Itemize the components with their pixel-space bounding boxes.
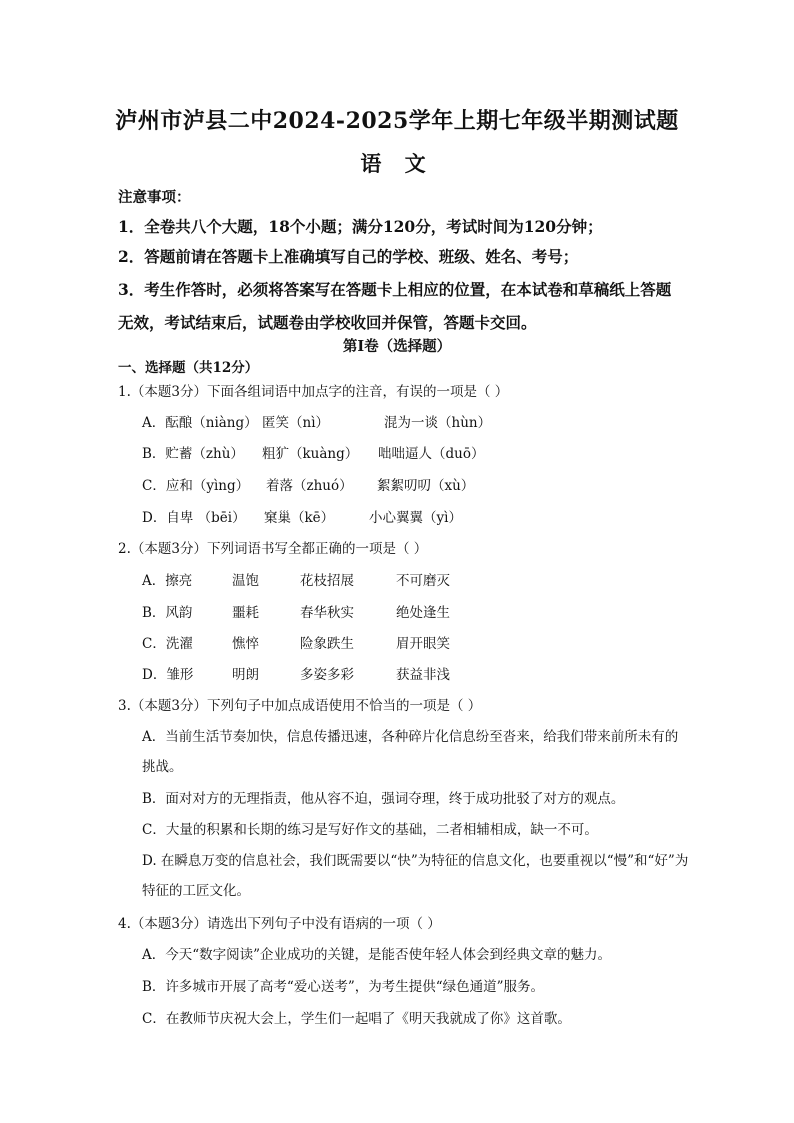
q2-option-d-word-3: 多姿多彩 (300, 667, 354, 683)
part-title: 第Ⅰ卷（选择题） (342, 338, 452, 355)
q2-option-b-word-1: B．风韵 (142, 605, 193, 621)
q1-option-d-word-1: D．自卑 （bēi） (142, 510, 246, 526)
notice-item-1: 1．全卷共八个大题，18个小题；满分120分，考试时间为120分钟； (118, 217, 603, 236)
q2-option-d-word-2: 明朗 (232, 667, 259, 683)
notice-heading: 注意事项： (118, 189, 191, 206)
q1-option-b-word-3: 咄咄逼人（duō） (378, 446, 485, 462)
q1-option-c-word-3: 絮絮叨叨（xù） (377, 478, 475, 494)
question-1-stem: 1.（本题3分）下面各组词语中加点字的注音，有误的一项是（ ） (118, 384, 509, 400)
q2-option-a-word-3: 花枝招展 (300, 573, 354, 589)
q1-option-a-word-3: 混为一谈（hùn） (384, 415, 492, 431)
q2-option-d-word-4: 获益非浅 (396, 667, 450, 683)
q2-option-d-word-1: D．雏形 (142, 667, 194, 683)
q3-option-b: B．面对对方的无理指责，他从容不迫，强词夺理，终于成功批驳了对方的观点。 (142, 791, 625, 807)
exam-title: 泸州市泸县二中2024-2025学年上期七年级半期测试题 (115, 108, 679, 134)
q3-option-a: A．当前生活节奏加快，信息传播迅速，各种碎片化信息纷至沓来，给我们带来前所未有的挑战。 (142, 729, 679, 775)
question-3-stem: 3.（本题3分）下列句子中加点成语使用不恰当的一项是（ ） (118, 698, 482, 714)
q2-option-a-word-1: A．擦亮 (142, 573, 193, 589)
question-2-stem: 2.（本题3分）下列词语书写全都正确的一项是（ ） (118, 541, 428, 557)
q2-option-c-word-4: 眉开眼笑 (396, 636, 450, 652)
q1-option-d-word-3: 小心翼翼（yì） (369, 510, 462, 526)
q1-option-c-word-2: 着落（zhuó） (266, 478, 353, 494)
q4-option-b: B．许多城市开展了高考“爱心送考”，为考生提供“绿色通道”服务。 (142, 979, 545, 995)
q2-option-c-word-2: 憔悴 (232, 636, 259, 652)
subject-title: 语 文 (360, 151, 434, 176)
question-4-stem: 4.（本题3分）请选出下列句子中没有语病的一项（ ） (118, 916, 441, 932)
q2-option-b-word-3: 春华秋实 (300, 605, 354, 621)
q1-option-c-word-1: C．应和（yìng） (142, 478, 250, 494)
q1-option-b-word-1: B．贮蓄（zhù） (142, 446, 244, 462)
q2-option-b-word-4: 绝处逢生 (396, 605, 450, 621)
q2-option-c-word-1: C．洗濯 (142, 636, 193, 652)
q1-option-a-word-2: 匿笑（nì） (262, 415, 330, 431)
notice-item-2: 2．答题前请在答题卡上准确填写自己的学校、班级、姓名、考号； (118, 247, 579, 266)
q2-option-a-word-2: 温饱 (232, 573, 259, 589)
q3-option-c: C．大量的积累和长期的练习是写好作文的基础，二者相辅相成，缺一不可。 (142, 822, 598, 838)
q1-option-d-word-2: 窠巢（kē） (264, 510, 335, 526)
q2-option-b-word-2: 噩耗 (232, 605, 259, 621)
q4-option-a: A．今天“数字阅读”企业成功的关键，是能否使年轻人体会到经典文章的魅力。 (142, 947, 612, 963)
q1-option-a-word-1: A．酝酿（niàng） (142, 415, 258, 431)
q1-option-b-word-2: 粗犷（kuàng） (262, 446, 359, 462)
notice-item-3: 3．考生作答时，必须将答案写在答题卡上相应的位置，在本试卷和草稿纸上答题无效，考试结束后，试题卷由学校收回并保管，答题卡交回。 (118, 280, 672, 332)
section-title: 一、选择题（共12分） (118, 360, 259, 376)
q2-option-a-word-4: 不可磨灭 (396, 573, 450, 589)
q4-option-c: C．在教师节庆祝大会上，学生们一起唱了《明天我就成了你》这首歌。 (142, 1011, 571, 1027)
q3-option-d: D. 在瞬息万变的信息社会，我们既需要以“快”为特征的信息文化，也要重视以“慢”和“好”为特征的工匠文化。 (142, 853, 689, 899)
q2-option-c-word-3: 险象跌生 (300, 636, 354, 652)
